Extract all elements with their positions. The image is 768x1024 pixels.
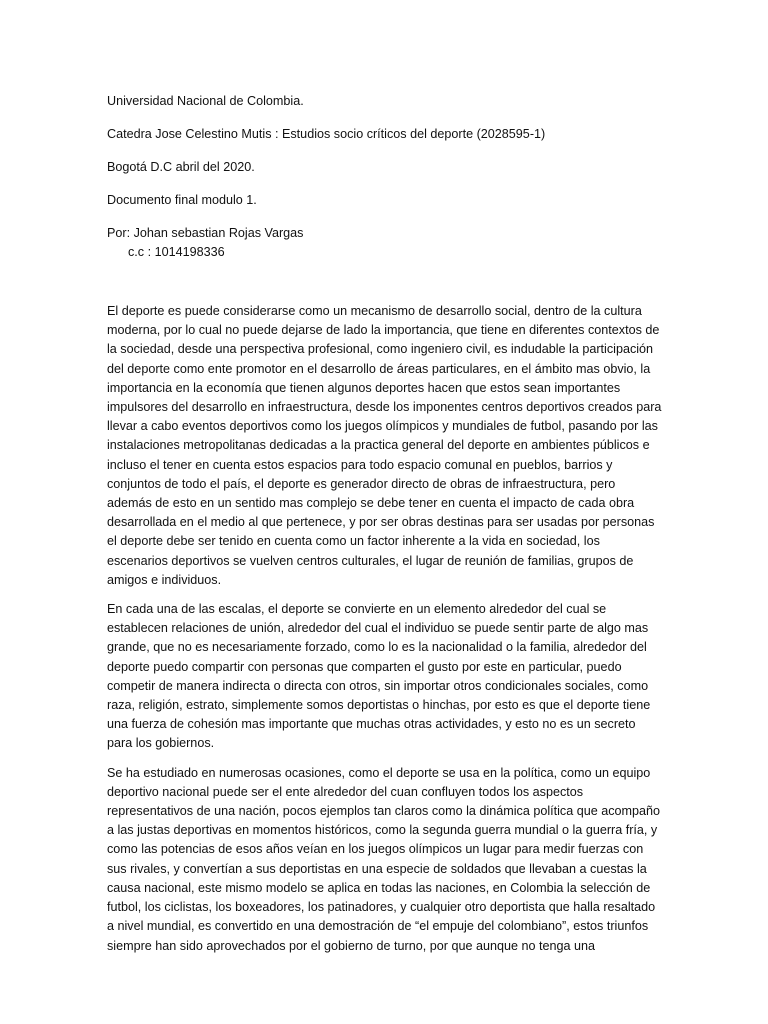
document-content — [107, 92, 662, 966]
id-number-line: c.c : 1014198336 — [128, 245, 225, 259]
author-line: Por: Johan sebastian Rojas Vargas — [107, 226, 304, 240]
university-line: Universidad Nacional de Colombia. — [107, 94, 304, 108]
section-spacer — [107, 262, 662, 302]
body-paragraph-1: El deporte es puede considerarse como un mecanismo de desarrollo social, dentro de la cultura moderna, por lo cual no puede dejarse de lado la importancia, que tiene en diferentes contextos de la sociedad, desde una perspectiva profesional, como ingeniero civil, es indudable la participación del deporte como ente promotor en el desarrollo de áreas particulares, en el ámbito mas obvio, la importancia en la economía que tienen algunos deportes hacen que estos sean importantes impulsores del desarrollo en infraestructura, desde los imponentes centros deportivos creados para llevar a cabo eventos deportivos como los juegos olímpicos y mundiales de futbol, pasando por las instalaciones metropolitanas dedicadas a la practica general del deporte en ambientes públicos e incluso el tener en cuenta estos espacios para todo espacio comunal en pueblos, barrios y conjuntos de todo el país, el deporte es generador directo de obras de infraestructura, pero además de esto en un sentido mas complejo se debe tener en cuenta el impacto de cada obra desarrollada en el medio al que pertenece, y por ser obras destinas para ser usadas por personas el deporte debe ser tenido en cuenta como un factor inherente a la vida en sociedad, los escenarios deportivos se vuelven centros culturales, el lugar de reunión de familias, grupos de amigos e individuos. — [107, 304, 662, 587]
body-paragraph-3: Se ha estudiado en numerosas ocasiones, como el deporte se usa en la política, como un equipo deportivo nacional puede ser el ente alrededor del cuan confluyen todos los aspectos representativos de una nación, pocos ejemplos tan claros como la dinámica política que acompaño a las justas deportivas en momentos históricos, como la segunda guerra mundial o la guerra fría, y como las potencias de esos años veían en los juegos olímpicos un lugar para medir fuerzas con sus rivales, y convertían a sus deportistas en una especie de soldados que llevaban a cuestas la causa nacional, este mismo modelo se aplica en todas las naciones, en Colombia la selección de futbol, los ciclistas, los boxeadores, los patinadores, y cualquier otro deportista que halla resaltado a nivel mundial, es convertido en una demostración de “el empuje del colombiano”, estos triunfos siempre han sido aprovechados por el gobierno de turno, por que aunque no tenga una — [107, 765, 661, 953]
place-date-line: Bogotá D.C abril del 2020. — [107, 160, 255, 174]
document-title-line: Documento final modulo 1. — [107, 193, 257, 207]
course-line: Catedra Jose Celestino Mutis : Estudios socio críticos del deporte (2028595-1) — [107, 127, 546, 141]
body-paragraph-2: En cada una de las escalas, el deporte se convierte en un elemento alrededor del cual se establecen relaciones de unión, alrededor del cual el individuo se puede sentir parte de algo mas grande, que no es necesariamente forzado, como lo es la nacionalidad o la familia, alrededor del deporte puedo compartir con personas que comparten el gusto por este en particular, puedo competir de manera indirecta o directa con otros, sin importar otros condicionales sociales, como raza, religión, estrato, simplemente somos deportistas o hinchas, por esto es que el deporte tiene una fuerza de cohesión mas importante que muchas otras actividades, y esto no es un secreto para los gobiernos. — [107, 602, 651, 751]
